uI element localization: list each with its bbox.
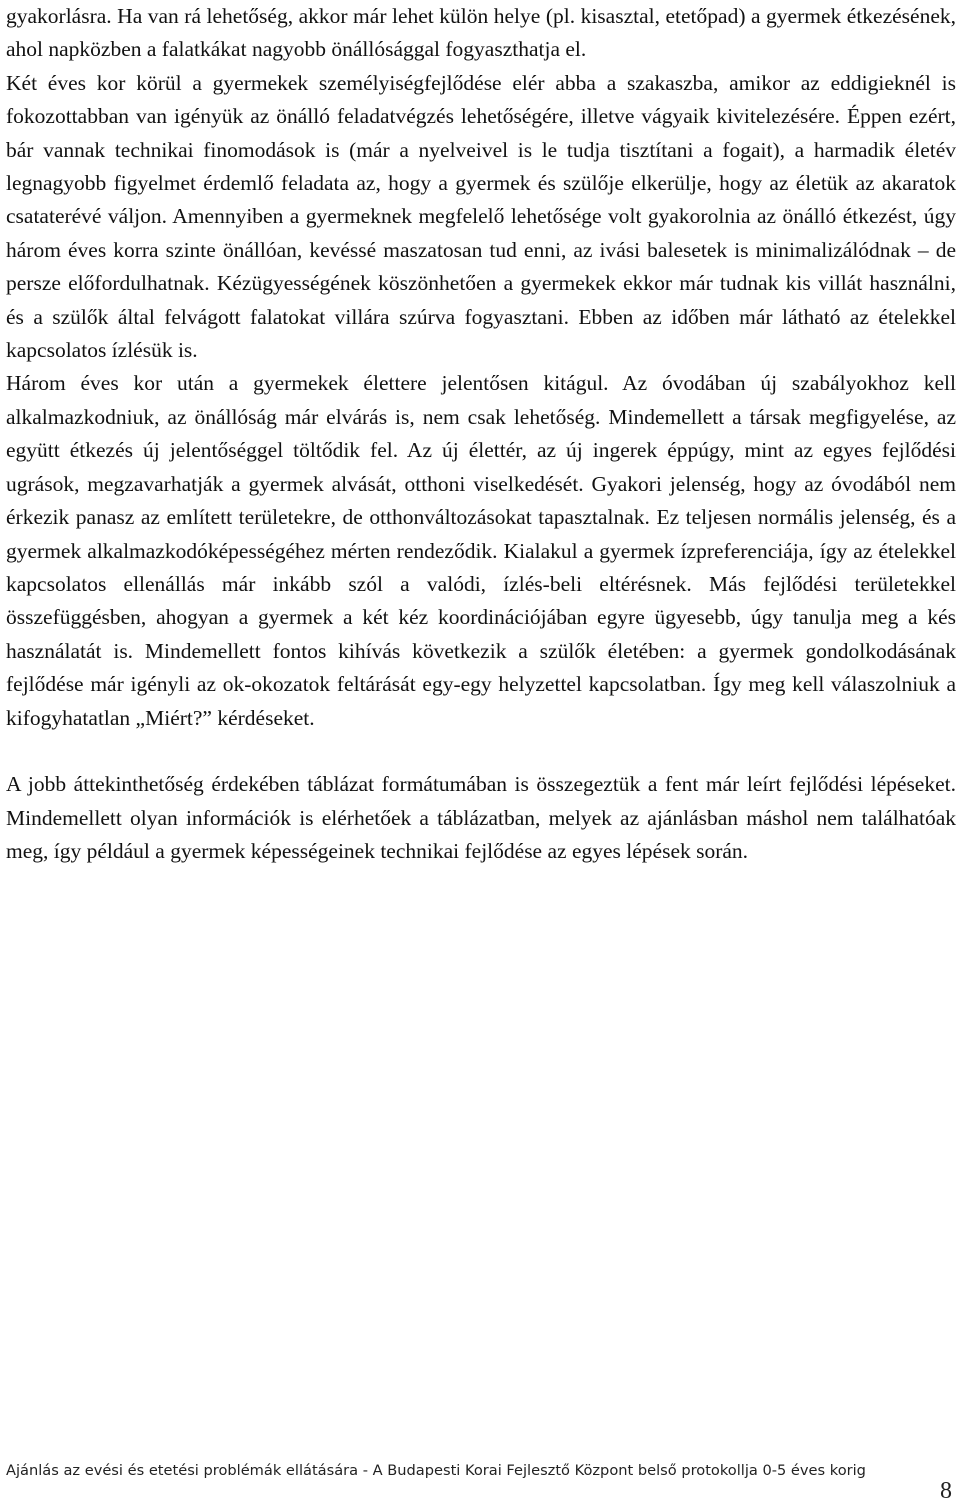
page-footer: Ajánlás az evési és etetési problémák ellátására - A Budapesti Korai Fejlesztő Központ belső protokollja 0-5 éves korig [6, 1462, 866, 1479]
paragraph-2: Két éves kor körül a gyermekek személyiségfejlődése elér abba a szakaszba, amikor az eddigieknél is fokozottabban van igényük az önálló feladatvégzés lehetőségére, illetve vágyaik kivitelezésére. Éppen ezért, bár vannak technikai finomodások is (már a nyelveivel is le tudja tisztítani a fogait), a harmadik életév legnagyobb figyelmet érdemlő feladata az, hogy a gyermek és szülője elkerülje, hogy az életük az akaratok csataterévé váljon. Amennyiben a gyermeknek megfelelő lehetősége volt gyakorolnia az önálló étkezést, úgy három éves korra szinte önállóan, kevéssé maszatosan tud enni, az ivási balesetek is minimalizálódnak – de persze előfordulhatnak. Kézügyességének köszönhetően a gyermekek ekkor már tudnak kis villát használni, és a szülők által felvágott falatokat villára szúrva fogyasztani. Ebben az időben már látható az ételekkel kapcsolatos ízlésük is. [6, 70, 956, 363]
paragraph-3: Három éves kor után a gyermekek élettere jelentősen kitágul. Az óvodában új szabályokhoz kell alkalmazkodniuk, az önállóság már elvárás is, nem csak lehetőség. Mindemellett a társak megfigyelése, az együtt étkezés új jelentőséggel töltődik fel. Az új élettér, az új ingerek éppúgy, mint az egyes fejlődési ugrások, megzavarhatják a gyermek alvását, otthoni viselkedését. Gyakori jelenség, hogy az óvodából nem érkezik panasz az említett területekre, de otthonváltozásokat tapasztalnak. Ez teljesen normális jelenség, és a gyermek alkalmazkodóképességéhez mérten rendeződik. Kialakul a gyermek ízpreferenciája, így az ételekkel kapcsolatos ellenállás már inkább szól a valódi, ízlés-beli eltérésnek. Más fejlődési területekkel összefüggésben, ahogyan a gyermek a két kéz koordinációjában egyre ügyesebb, úgy tanulja meg a kés használatát is. Mindemellett fontos kihívás következik a szülők életében: a gyermek gondolkodásának fejlődése már igényli az ok-okozatok feltárását egy-egy helyzettel kapcsolatban. Így meg kell válaszolniuk a kifogyhatatlan „Miért?” kérdéseket. [6, 371, 956, 730]
paragraph-spacer [6, 735, 956, 768]
paragraph-4: A jobb áttekinthetőség érdekében táblázat formátumában is összegeztük a fent már leírt fejlődési lépéseket. Mindemellett olyan információk is elérhetőek a táblázatban, melyek az ajánlásban máshol nem találhatóak meg, így például a gyermek képességeinek technikai fejlődése az egyes lépések során. [6, 772, 956, 864]
page-number: 8 [940, 1478, 952, 1504]
paragraph-1: gyakorlásra. Ha van rá lehetőség, akkor már lehet külön helye (pl. kisasztal, etetőpad) a gyermek étkezésének, ahol napközben a falatkákat nagyobb önállósággal fogyaszthatja el. [6, 4, 956, 62]
document-body [6, 0, 956, 869]
